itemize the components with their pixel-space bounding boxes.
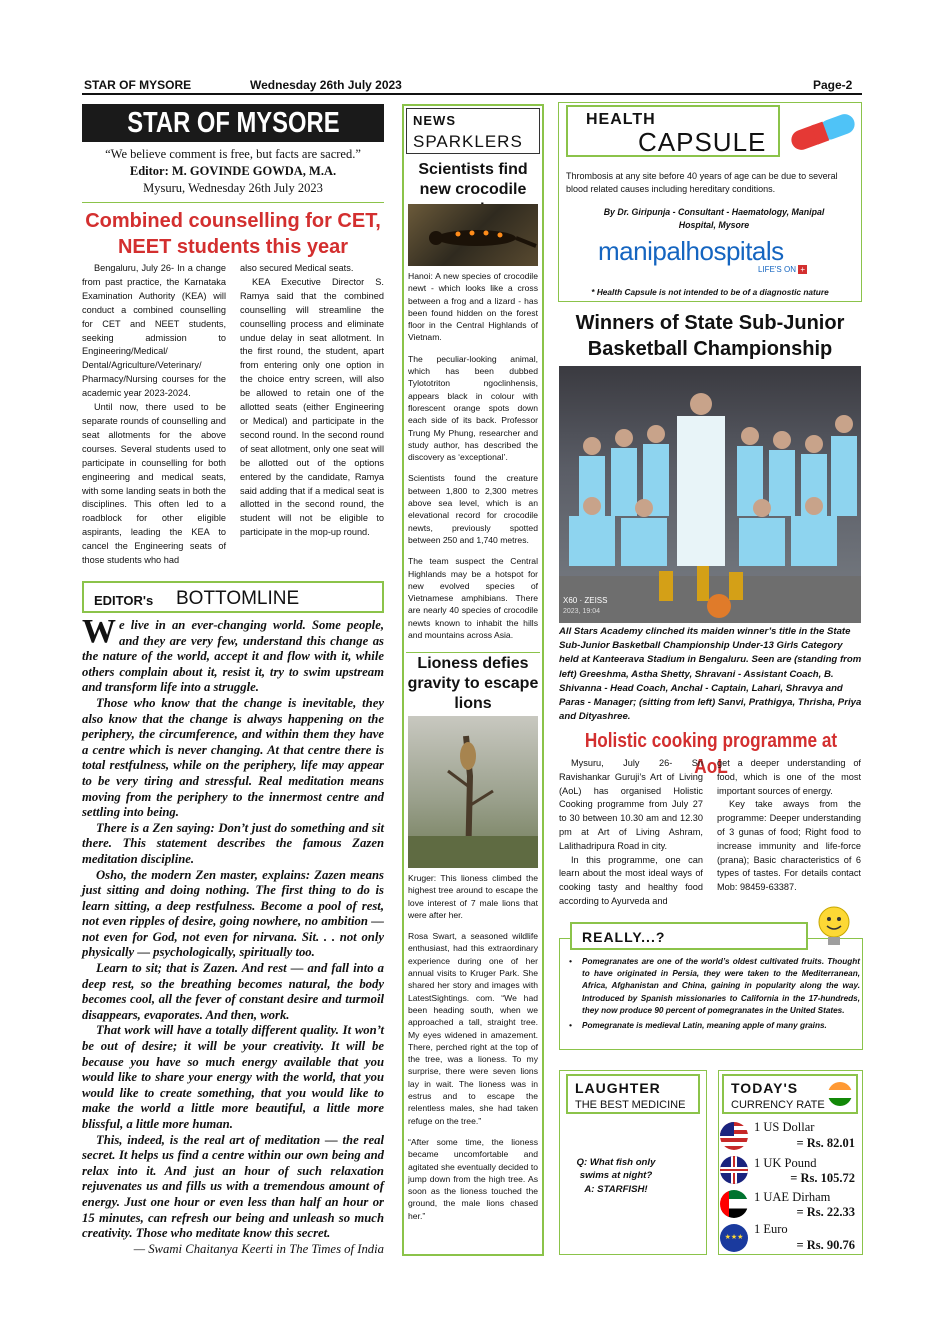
- news-h2: Lioness defies gravity to escape lions: [407, 655, 539, 712]
- lightbulb-icon: [814, 904, 854, 952]
- bottomline-para: This, indeed, is the real art of meditation — the real secret. It helps us find a centre within our own being and relax into it. And just an hour of such relaxation rejuvenates us and fills us with a tremendous amount of energy. Just one hour or even less than half an hour or 15 minutes, can refresh our being and unleash so much creativity. Those who meditate know this secret.: [82, 1132, 384, 1241]
- currency-name: 1 UK Pound: [754, 1156, 817, 1170]
- laughter-label-a: LAUGHTER: [575, 1080, 661, 1096]
- news-para: “After some time, the lioness became uncomfortable and agitated she eventually decided to jump down from the high tree. As soon as the lioness touched the ground, the male lions chased her.”: [408, 1136, 538, 1221]
- bottomline-para: Those who know that the change is inevitable, they also know that the change is always happening on the periphery, the circumference, and within them they have a centre which is never changing. At that centre there is total restfulness, while on the periphery, life may appear to be very tiring and stressful. Real meditation means moving from the periphery to the innermost centre and settling into being.: [82, 695, 384, 820]
- currency-rate: = Rs. 90.76: [796, 1238, 855, 1252]
- currency-rate: = Rs. 105.72: [790, 1171, 855, 1185]
- cet-para: Bengaluru, July 26- In a change from past practice, the Karnataka Examination Authority (KEA) will conduct a combined counselling for CET and NEET students, seeking admission to Engineering/Medical/ Dental/Agriculture/Veterinary/ Pharmacy/Nursing courses for the academic year 2023-2024.: [82, 263, 226, 399]
- really-label-box: [570, 922, 808, 950]
- news-label-b: SPARKLERS: [413, 132, 523, 151]
- bottomline-para: There is a Zen saying: Don’t just do something and sit there. This statement describes the famous Zazen meditation discipline.: [82, 820, 384, 866]
- bottomline-para: Osho, the modern Zen master, explains: Zazen means just sitting and doing nothing. The first thing to do is learn sitting, a deep restfulness. Become a pool of rest, not even ripples of desire, going nowhere, no ambition — not even for God, not even for nirvana. Sit. . . not only physically — psychologically, spiritually too.: [82, 867, 384, 960]
- bottomline-body: [82, 613, 384, 1257]
- currency-label-box: [722, 1074, 858, 1114]
- currency-name: 1 US Dollar: [754, 1120, 815, 1134]
- laughter-label-box: [566, 1074, 700, 1114]
- us-flag-icon: [720, 1122, 748, 1150]
- masthead-editor: Editor: M. GOVINDE GOWDA, M.A.: [129, 164, 337, 178]
- really-item: • Pomegranates are one of the world’s oldest cultivated fruits. Thought to have originated in Persia, they were taken to the Mediterranean, Africa, Afghanistan and China, gaining in popularity along the way. Introduced by Spanish missionaries to California in the 17-hundreds, they now produce 90 percent of pomegranates in the United States.: [569, 957, 860, 1015]
- currency-row: [718, 1188, 863, 1222]
- news-label-box: [406, 108, 540, 154]
- capsule-icon: [784, 110, 862, 154]
- news-para: The peculiar-looking animal, which has been dubbed Tylototriton ngoclinhensis, appears black in colour with florescent orange spots down each side of its back. Professor Trung My Phung, researcher and study author, has described the discovery as ‘exceptional’.: [408, 353, 538, 463]
- currency-rate: = Rs. 82.01: [796, 1136, 855, 1150]
- aol-column-1: [559, 757, 703, 909]
- health-label-box: [566, 105, 780, 157]
- newt-illustration: [408, 204, 538, 266]
- masthead-rule: [82, 202, 384, 203]
- currency-rows: [718, 1120, 863, 1256]
- aol-column-2: [717, 757, 861, 895]
- currency-label-a: TODAY'S: [731, 1080, 799, 1096]
- plus-icon: +: [798, 265, 807, 274]
- bottomline-para: [82, 613, 384, 696]
- uk-flag-icon: [720, 1156, 748, 1184]
- currency-name: 1 UAE Dirham: [754, 1190, 831, 1204]
- currency-row: [718, 1154, 863, 1188]
- health-label-a: HEALTH: [586, 111, 656, 128]
- cet-para: KEA Executive Director S. Ramya said that the combined counselling will streamline the counselling process and eliminate undue delay in seat allotment. In the first round, the student, apart from entering only one option in the choice entry screen, will also be allowed to retain one of the allotted seats (either Engineering or Medical) and participate in the second round. In the second round of seat allotment, only one seat will be allotted out of the options entered by the candidate, Ramya said adding that if a medical seat is allotted in the second round, the student will not be eligible to participate in the mop-up round.: [240, 276, 384, 538]
- currency-row: [718, 1120, 863, 1154]
- news-para: Hanoi: A new species of crocodile newt - which looks like a cross between a frog and a lizard - has been found hidden on the forest floor in the Central Highlands of Vietnam.: [408, 271, 538, 343]
- drop-cap: W: [82, 613, 116, 650]
- laughter-answer: A: STARFISH!: [584, 1184, 648, 1195]
- really-item: • Pomegranate is medieval Latin, meaning apple of many grains.: [569, 1021, 827, 1031]
- really-item-text: Pomegranate is medieval Latin, meaning apple of many grains.: [582, 1021, 827, 1031]
- basketball-caption: All Stars Academy clinched its maiden winner’s title in the State Sub-Junior Basketball Championship Under-13 Girls Category held at Kanteerava Stadium in Bengaluru. Seen are (standing from left) Greeshma, Astha Shetty, Shravani - Assistant Coach, B. Shivanna - Head Coach, Anchal - Captain, Lahari, Shravya and Paras - Manager; (sitting from left) Sanvi, Prathigya, Thrisha, Priya and Dityashree.: [559, 626, 862, 723]
- laughter-label-b: THE BEST MEDICINE: [575, 1099, 686, 1111]
- newt-photo: [408, 204, 538, 266]
- news-para: Kruger: This lioness climbed the highest tree around to escape the love interest of 7 male lions that were after her.: [408, 873, 538, 920]
- bottomline-label-box: [82, 581, 384, 613]
- laughter-question: Q: What fish only swims at night?: [576, 1157, 656, 1181]
- news-body-2: [408, 872, 538, 1231]
- aol-para: In this programme, one can learn about the most ideal ways of cooking tasty and healthy food according to Ayurveda and: [559, 854, 703, 906]
- currency-rate: = Rs. 22.33: [796, 1205, 855, 1219]
- bottomline-para: Learn to sit; that is Zazen. And rest — and fall into a deep rest, so the breathing becomes natural, the body becomes cool, all the fever of constant desire and turmoil disappears, evaporates. And then, work.: [82, 961, 384, 1022]
- masthead-bar: [82, 104, 384, 142]
- header-page: Page-2: [813, 78, 853, 92]
- header-rule: [82, 93, 862, 95]
- news-para: Rosa Swart, a seasoned wildlife enthusiast, had this extraordinary experience during one of her annual visits to Kruger Park. She shared her story and images with LatestSightings. com. “We had been heading south, when we approached a tall, straight tree. My eyes widened in amazement. There, perched right at the top of the tree, was a lioness. To my surprise, there were seven lions lay in wait. The lioness was in estrus and to escape the relentless males, she had taken refuge on the tree.”: [408, 931, 538, 1126]
- bottomline-credit: — Swami Chaitanya Keerti in The Times of India: [133, 1241, 384, 1256]
- masthead-quote: “We believe comment is free, but facts are sacred.”: [105, 147, 361, 161]
- cet-para: also secured Medical seats.: [240, 263, 354, 273]
- currency-row: [718, 1222, 863, 1256]
- bottomline-para-text: e live in an ever-changing world. Some people, and they are very few, understand this change as the nature of the world, accept it and flow with it, while others complain about it, resist it, try to swim upstream and transform life into a struggle.: [82, 618, 384, 695]
- eu-flag-icon: ★★★: [720, 1224, 748, 1252]
- cet-headline: Combined counselling for CET, NEET students this year: [85, 210, 381, 258]
- aol-para: get a deeper understanding of food, which is one of the most important sources of energy.: [717, 758, 861, 796]
- news-para: Scientists found the creature between 1,800 to 2,300 metres above sea level, which is an elevational record for crocodile newts, previously spotted between 250 and 1,740 metres.: [408, 473, 538, 545]
- aol-para: Mysuru, July 26- Sri Ravishankar Guruji’s Art of Living (AoL) has organised Holistic Cooking programme from July 27 to 30 between 10.30 am and 12.30 pm at Art of Living Ashram, Lalithadripura Road in city.: [559, 758, 703, 851]
- news-divider: [406, 652, 540, 653]
- really-label: REALLY...?: [582, 929, 666, 945]
- bottomline-label-a: EDITOR's: [94, 593, 154, 608]
- masthead-title: STAR OF MYSORE: [126, 107, 340, 139]
- tree-illustration: [408, 716, 538, 868]
- cet-para: Until now, there used to be separate rounds of counselling and seat allotments for the above courses. Several students used to participate in counselling for both engineering and medical seats, with some landing seats in both the disciplines. This often led to a roadblock for other eligible aspirants, leading the KEA to cancel the Engineering seats of those students who had: [82, 402, 226, 566]
- cet-column-2: [240, 262, 384, 540]
- health-label-b: CAPSULE: [638, 127, 767, 157]
- aol-para: Key take aways from the programme: Deeper understanding of 3 gunas of food; Right food to increase immunity and life-force (prana); Basic characteristics of 6 types of tastes. For details contact Mob: 98459-63387.: [717, 799, 861, 893]
- india-flag-icon: [828, 1082, 852, 1106]
- masthead-dateline: Mysuru, Wednesday 26th July 2023: [143, 181, 323, 195]
- health-note: * Health Capsule is not intended to be of a diagnostic nature: [591, 287, 829, 297]
- currency-label-b: CURRENCY RATE: [731, 1099, 825, 1111]
- bottomline-para: That work will have a totally different quality. It won’t be out of desire; it will be your creativity. It will be because you have so much energy available that you would like to share your energy with the world, that you would like to create something, that you would like to make the world a little more beautiful, a little more blissful, a little more human.: [82, 1023, 384, 1131]
- team-photo: [559, 366, 861, 623]
- photo-watermark: X60 · ZEISS: [563, 596, 608, 605]
- currency-name: 1 Euro: [754, 1222, 788, 1236]
- header-paper-name: STAR OF MYSORE: [84, 78, 192, 92]
- cet-column-1: [82, 262, 226, 568]
- news-body-1: [408, 270, 538, 650]
- basketball-headline: Winners of State Sub-Junior Basketball Championship: [575, 312, 845, 360]
- photo-timestamp: 2023, 19:04: [563, 608, 600, 615]
- manipal-tagline-text: LIFE'S ON: [758, 265, 796, 274]
- header-date: Wednesday 26th July 2023: [250, 78, 402, 92]
- health-byline: By Dr. Giripunja - Consultant - Haematology, Manipal Hospital, Mysore: [603, 207, 825, 230]
- really-item-text: Pomegranates are one of the world’s oldest cultivated fruits. Thought to have originated in Persia, they were taken to the Mediterranean, Africa, Afghanistan and China, gaining in popularity along the way. Introduced by Spanish missionaries to California in the 17-hundreds, they now produce 90 percent of pomegranates in the United States.: [582, 957, 860, 1015]
- team-illustration: [559, 366, 861, 623]
- aol-headline: Holistic cooking programme at AoL: [584, 730, 838, 778]
- uae-flag-icon: [720, 1190, 748, 1218]
- manipal-logo: manipalhospitals: [598, 236, 784, 266]
- news-para: The team suspect the Central Highlands may be a hotspot for new evolved species of Vietnamese amphibians. There are nearly 40 species of crocodile newts known to inhabit the hills and mountains across Asia.: [408, 556, 538, 641]
- lioness-photo: [408, 716, 538, 868]
- really-list: [566, 956, 860, 1032]
- news-h1: Scientists find new crocodile: [418, 161, 528, 198]
- bottomline-label-b: BOTTOMLINE: [176, 588, 300, 609]
- news-label-a: NEWS: [413, 113, 456, 128]
- manipal-tagline: [758, 265, 807, 274]
- health-text: Thrombosis at any site before 40 years of age can be due to several blood related causes including hereditary conditions.: [566, 171, 838, 194]
